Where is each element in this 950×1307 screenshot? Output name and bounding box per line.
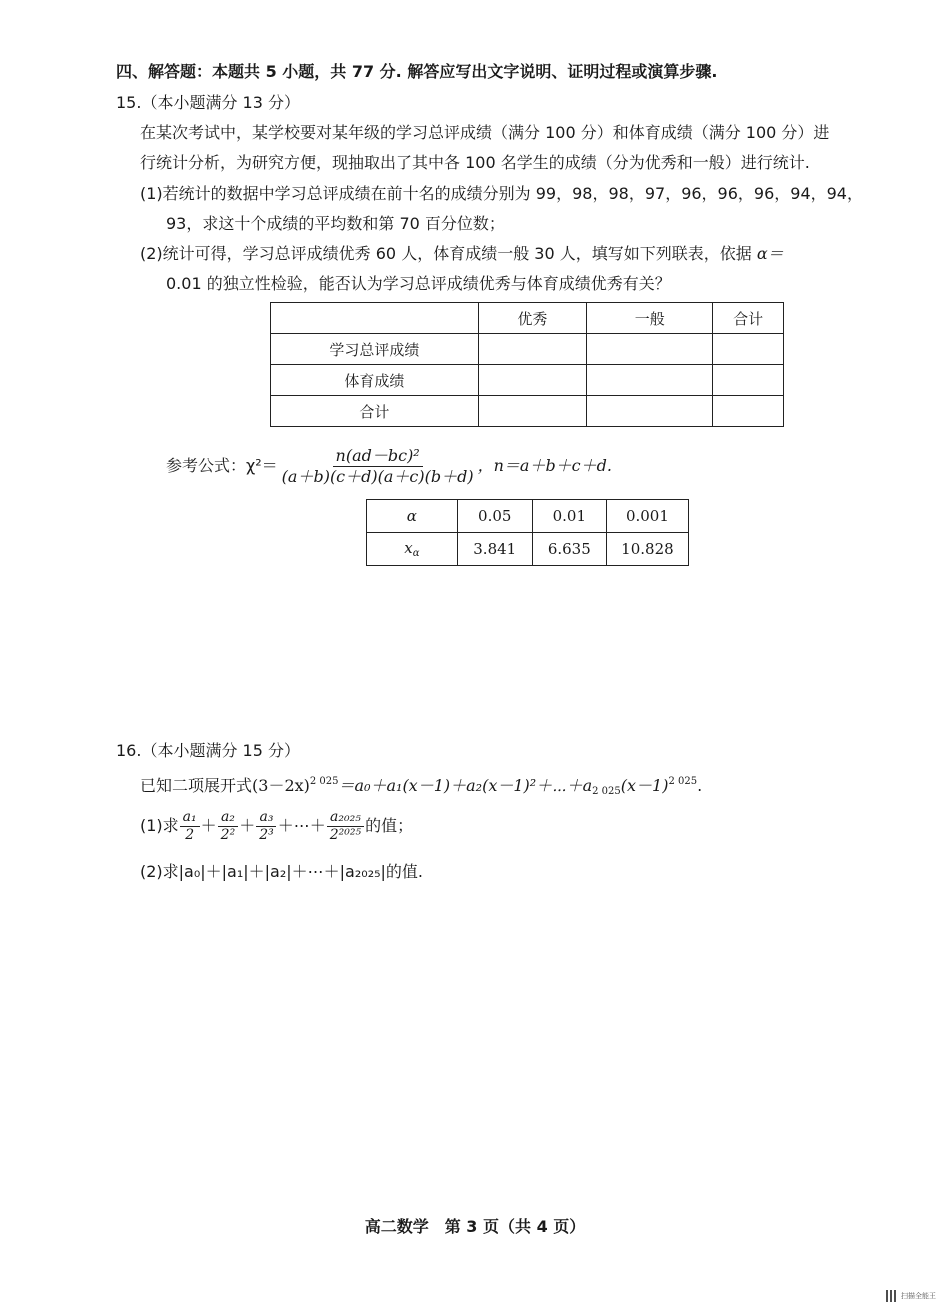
fraction-1 (180, 810, 200, 843)
q16-stem-prefix: 已知二项展开式 (140, 776, 253, 795)
table-cell (587, 396, 713, 427)
q15-part2-line-1 (140, 244, 784, 264)
table-row (271, 396, 784, 427)
fraction-1-num: a₁ (180, 810, 200, 827)
table-header-row (271, 303, 784, 334)
fraction-1-den: 2 (185, 827, 195, 843)
fraction-3-num: a₃ (256, 810, 276, 827)
q15-part2-text: (2)统计可得，学习总评成绩优秀 60 人，体育成绩一般 30 人，填写如下列联表，依据 (140, 244, 752, 263)
formula-tail: ，n＝a＋b＋c＋d. (477, 456, 612, 475)
table-cell: 体育成绩 (271, 365, 479, 396)
fraction-3 (256, 810, 277, 843)
page-footer: 高二数学 第 3 页（共 4 页） (364, 1217, 586, 1236)
table-cell (367, 533, 458, 566)
table-header-cell (271, 303, 479, 334)
fraction-4-num: a₂₀₂₅ (327, 810, 364, 827)
table-cell: 合计 (271, 396, 479, 427)
table-cell: 0.001 (606, 500, 688, 533)
q15-title: 15.（本小题满分 13 分） (116, 93, 300, 112)
q16-stem (140, 772, 702, 802)
q16-stem-rhs-exponent: 2 025 (668, 776, 698, 787)
q15-part2-line-2: 0.01 的独立性检验，能否认为学习总评成绩优秀与体育成绩优秀有关？ (166, 274, 671, 293)
table-cell (478, 396, 586, 427)
table-header-cell: 优秀 (478, 303, 586, 334)
fraction-3-den: 2³ (259, 827, 274, 843)
formula-numerator: n(ad－bc)² (333, 447, 423, 467)
q15-part1-line-1: (1)若统计的数据中学习总评成绩在前十名的成绩分别为 99，98，98，97，96，96，96，94，94， (140, 184, 863, 203)
chi-square-fraction (279, 447, 477, 486)
scanner-watermark (886, 1290, 936, 1302)
watermark-text: 扫描全能王 (901, 1292, 936, 1300)
critical-value-table (366, 499, 689, 566)
q16-part1-prefix: (1)求 (140, 816, 179, 835)
table-header-cell: 一般 (587, 303, 713, 334)
table-row (367, 500, 689, 533)
q16-part1: (1)求 $\frac{\text{a₁}}{2}$ ＋ $\frac{\text{a₂}}{\text{2²}}$ ＋ $\frac{\text{a₃}}{\text{2³}}$ ＋⋯＋ $\frac{\text{a₂₀₂₅}}{\text{2²⁰²⁵}}$ 的值； (140, 809, 414, 843)
table-row (271, 334, 784, 365)
table-cell (713, 365, 784, 396)
qr-code-icon (886, 1290, 898, 1302)
table-cell: 0.01 (532, 500, 606, 533)
table-cell: 6.635 (532, 533, 606, 566)
section-header: 四、解答题：本题共 5 小题，共 77 分. 解答应写出文字说明、证明过程或演算步骤. (116, 62, 718, 81)
q15-part1-line-2: 93，求这十个成绩的平均数和第 70 百分位数； (166, 214, 505, 233)
contingency-table (270, 302, 784, 427)
reference-formula (166, 446, 612, 488)
fraction-2 (218, 810, 239, 843)
q16-part1-mid: ＋⋯＋ (277, 816, 326, 835)
q16-stem-rhs-tail: (x－1) (620, 776, 669, 795)
q16-stem-rhs: ＝a₀＋a₁(x－1)＋a₂(x－1)²＋⋯＋a (338, 776, 593, 795)
q16-part2: (2)求|a₀|＋|a₁|＋|a₂|＋⋯＋|a₂₀₂₅|的值. (140, 862, 423, 881)
table-cell (713, 396, 784, 427)
q15-intro-line-1: 在某次考试中，某学校要对某年级的学习总评成绩（满分 100 分）和体育成绩（满分 100 分）进 (140, 123, 830, 142)
table-cell (587, 334, 713, 365)
fraction-2-num: a₂ (218, 810, 238, 827)
q16-stem-rhs-sub: 2 025 (592, 786, 621, 797)
table-cell: 学习总评成绩 (271, 334, 479, 365)
table-cell (478, 334, 586, 365)
q16-stem-exponent: 2 025 (309, 776, 339, 787)
q15-intro-line-2: 行统计分析，为研究方便，现抽取出了其中各 100 名学生的成绩（分为优秀和一般）进行统计. (140, 153, 810, 172)
table-cell (478, 365, 586, 396)
q16-stem-end: . (697, 776, 703, 795)
table-cell: 0.05 (457, 500, 532, 533)
x-alpha-symbol: x (404, 539, 413, 557)
table-cell: α (367, 500, 458, 533)
fraction-4 (327, 810, 364, 843)
table-header-cell: 合计 (713, 303, 784, 334)
q15-part2-alpha: α＝ (756, 244, 784, 263)
x-alpha-subscript: α (412, 548, 420, 559)
q16-title: 16.（本小题满分 15 分） (116, 741, 300, 760)
q16-stem-expr: (3－2x) (252, 776, 310, 795)
table-row (367, 533, 689, 566)
table-cell: 3.841 (457, 533, 532, 566)
formula-label: 参考公式：χ²＝ (166, 456, 278, 475)
table-row (271, 365, 784, 396)
fraction-2-den: 2² (220, 827, 236, 843)
formula-denominator: (a＋b)(c＋d)(a＋c)(b＋d) (281, 467, 474, 486)
table-cell (713, 334, 784, 365)
q16-part1-suffix: 的值； (365, 816, 414, 835)
table-cell: 10.828 (606, 533, 688, 566)
table-cell (587, 365, 713, 396)
fraction-4-den: 2²⁰²⁵ (329, 827, 362, 843)
